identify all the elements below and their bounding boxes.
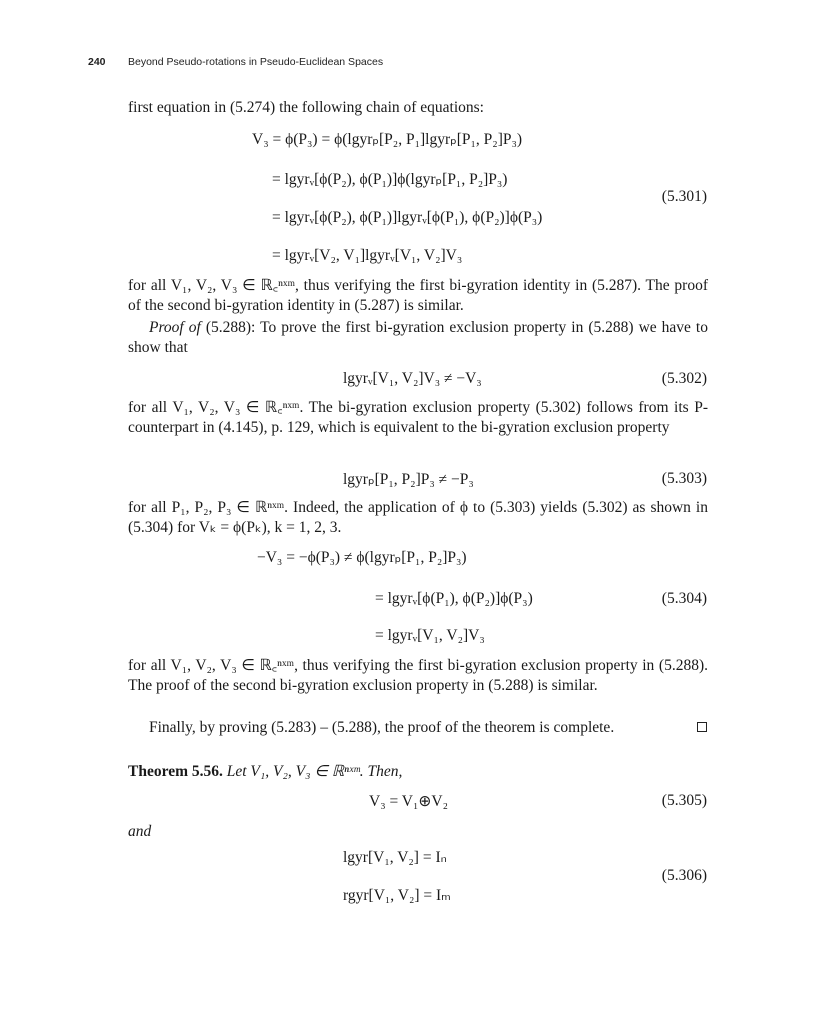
theorem-5-56 — [128, 762, 708, 782]
theorem-label: Theorem 5.56. — [128, 763, 223, 780]
equation-5301-line3: = lgyrᵥ[ϕ(P₂), ϕ(P₁)]lgyrᵥ[ϕ(P₁), ϕ(P₂)]ϕ(P₃) — [272, 209, 543, 226]
equation-5302: lgyrᵥ[V₁, V₂]V₃ ≠ −V₃ — [343, 370, 482, 387]
paragraph-exclusion-proof: for all V₁, V₂, V₃ ∈ ℝ꜀ⁿˣᵐ, thus verifying the first bi-gyration exclusion property in (5.288). The proof of the second bi-gyration exclusion property in (5.288) is similar. — [128, 657, 708, 694]
paragraph-conclusion: Finally, by proving (5.283) – (5.288), the proof of the theorem is complete. — [149, 719, 615, 736]
theorem-statement: Let V₁, V₂, V₃ ∈ ℝⁿˣᵐ. Then, — [226, 763, 403, 780]
proof-of-text: (5.288): To prove the first bi-gyration exclusion property in (5.288) we have to show that — [128, 319, 708, 356]
paragraph-intro: first equation in (5.274) the following chain of equations: — [128, 99, 484, 116]
equation-5304-line3: = lgyrᵥ[V₁, V₂]V₃ — [375, 627, 485, 644]
and-text: and — [128, 823, 152, 840]
equation-5304-line1: −V₃ = −ϕ(P₃) ≠ ϕ(lgyrₚ[P₁, P₂]P₃) — [257, 549, 467, 566]
equation-number-5305: (5.305) — [661, 792, 707, 809]
paragraph-application: for all P₁, P₂, P₃ ∈ ℝⁿˣᵐ. Indeed, the application of ϕ to (5.303) yields (5.302) as shown in (5.304) for Vₖ = ϕ(Pₖ), k = 1, 2, 3. — [128, 499, 708, 536]
equation-5301-line4: = lgyrᵥ[V₂, V₁]lgyrᵥ[V₁, V₂]V₃ — [272, 247, 463, 264]
equation-5303: lgyrₚ[P₁, P₂]P₃ ≠ −P₃ — [343, 471, 474, 488]
proof-of-label: Proof of — [149, 319, 201, 336]
equation-5301-line1: V₃ = ϕ(P₃) = ϕ(lgyrₚ[P₂, P₁]lgyrₚ[P₁, P₂]P₃) — [252, 131, 523, 148]
qed-square-icon — [697, 722, 707, 732]
running-title: Beyond Pseudo-rotations in Pseudo-Euclidean Spaces — [128, 56, 384, 68]
equation-5301-line2: = lgyrᵥ[ϕ(P₂), ϕ(P₁)]ϕ(lgyrₚ[P₁, P₂]P₃) — [272, 171, 508, 188]
paragraph-identity-proof: for all V₁, V₂, V₃ ∈ ℝ꜀ⁿˣᵐ, thus verifying the first bi-gyration identity in (5.287). The proof of the second bi-gyration identity in (5.287) is similar. — [128, 277, 708, 314]
equation-number-5303: (5.303) — [661, 470, 707, 487]
paragraph-exclusion-property: for all V₁, V₂, V₃ ∈ ℝ꜀ⁿˣᵐ. The bi-gyration exclusion property (5.302) follows from its P-counterpart in (4.145), p. 129, which is equivalent to the bi-gyration exclusion property — [128, 399, 708, 436]
equation-number-5301: (5.301) — [661, 188, 707, 205]
equation-5304-line2: = lgyrᵥ[ϕ(P₁), ϕ(P₂)]ϕ(P₃) — [375, 590, 533, 607]
equation-number-5304: (5.304) — [661, 590, 707, 607]
word-and — [128, 822, 708, 842]
paragraph-proof-of-5288 — [128, 318, 708, 358]
equation-number-5302: (5.302) — [661, 370, 707, 387]
equation-5306-line2: rgyr[V₁, V₂] = Iₘ — [343, 887, 451, 904]
equation-5306-line1: lgyr[V₁, V₂] = Iₙ — [343, 849, 447, 866]
equation-5305: V₃ = V₁⊕V₂ — [369, 793, 448, 810]
equation-number-5306: (5.306) — [661, 867, 707, 884]
page-number: 240 — [88, 56, 106, 68]
